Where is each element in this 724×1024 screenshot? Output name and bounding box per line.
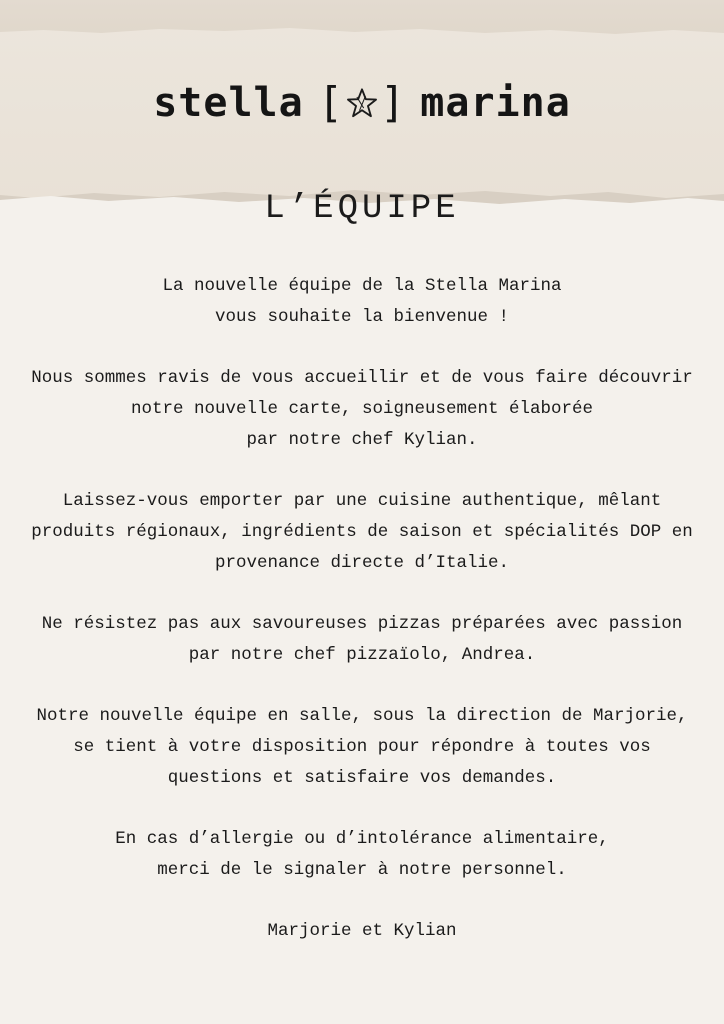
text-line: Ne résistez pas aux savoureuses pizzas préparées avec passion xyxy=(41,614,683,634)
text-line: questions et satisfaire vos demandes. xyxy=(167,768,557,788)
text-line: merci de le signaler à notre personnel. xyxy=(157,860,567,880)
bracket-open: [ xyxy=(317,78,344,127)
paragraph-welcome xyxy=(0,271,724,333)
paragraph-service xyxy=(0,701,724,794)
text-line: provenance directe d’Italie. xyxy=(214,553,510,573)
paragraph-allergy xyxy=(0,824,724,886)
signature: Marjorie et Kylian xyxy=(267,921,457,941)
text-line: Notre nouvelle équipe en salle, sous la direction de Marjorie, xyxy=(36,706,688,726)
paragraph-new-menu xyxy=(0,363,724,456)
paragraph-cuisine xyxy=(0,486,724,579)
text-line: notre nouvelle carte, soigneusement élaborée xyxy=(130,399,594,419)
welcome-text xyxy=(0,271,724,947)
brand-word-marina: marina xyxy=(420,79,571,126)
bracket-close: ] xyxy=(380,78,407,127)
text-line: produits régionaux, ingrédients de saison et spécialités DOP en xyxy=(31,522,693,542)
logo-star-bracket xyxy=(318,78,407,127)
page-title: L’ÉQUIPE xyxy=(264,190,460,228)
star-icon xyxy=(345,86,379,120)
text-line: par notre chef Kylian. xyxy=(246,430,478,450)
text-line: par notre chef pizzaïolo, Andrea. xyxy=(188,645,536,665)
paragraph-pizzas xyxy=(0,609,724,671)
brand-logo xyxy=(0,78,724,127)
brand-word-stella: stella xyxy=(153,79,304,126)
text-line: Laissez-vous emporter par une cuisine authentique, mêlant xyxy=(62,491,662,511)
text-line: En cas d’allergie ou d’intolérance alimentaire, xyxy=(115,829,609,849)
text-line: La nouvelle équipe de la Stella Marina xyxy=(162,276,562,296)
text-line: Nous sommes ravis de vous accueillir et de vous faire découvrir xyxy=(31,368,693,388)
text-line: vous souhaite la bienvenue ! xyxy=(214,307,510,327)
text-line: se tient à votre disposition pour répondre à toutes vos xyxy=(73,737,651,757)
